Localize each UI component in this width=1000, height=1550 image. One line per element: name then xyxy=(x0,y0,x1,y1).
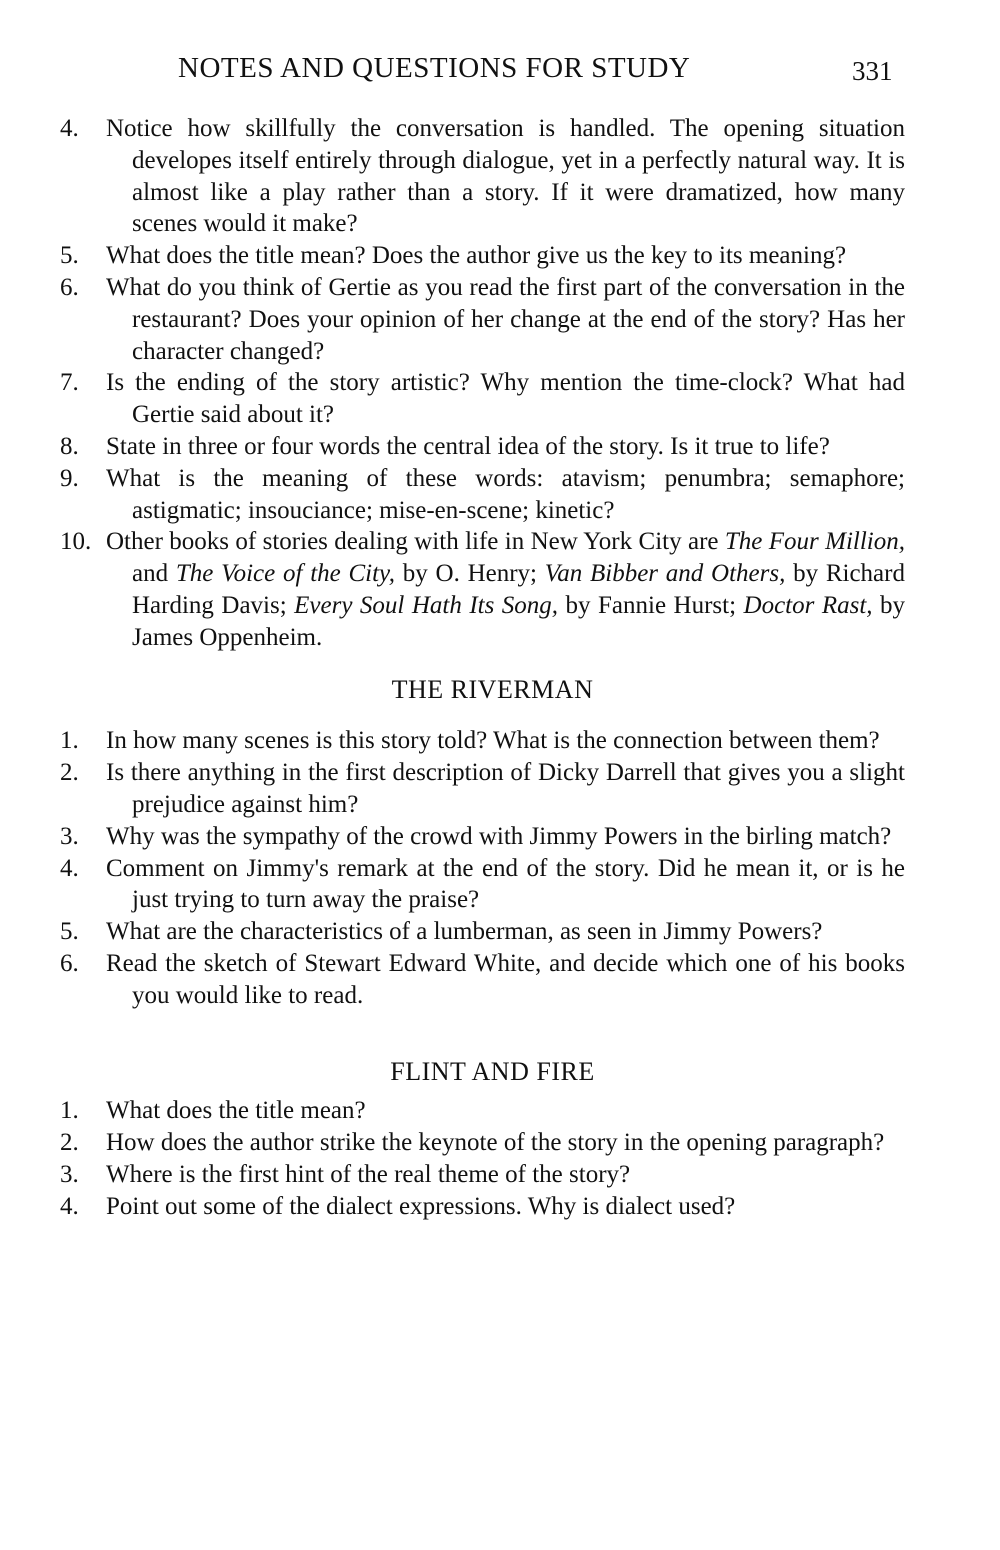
question-number: 8. xyxy=(60,432,79,460)
question-text: and xyxy=(132,560,176,588)
question-text: What are the characteristics of a lumberman, as seen in Jimmy Powers? xyxy=(106,918,823,946)
question-number: 4. xyxy=(60,854,79,882)
question-text: Why was the sympathy of the crowd with Jimmy Powers in the birling match? xyxy=(106,822,892,850)
question-item xyxy=(60,725,905,757)
question-number: 4. xyxy=(60,115,79,142)
question-item xyxy=(60,367,905,431)
question-number: 3. xyxy=(60,1160,79,1188)
book-title: The Four Million, xyxy=(724,528,905,556)
section-riverman-questions xyxy=(60,725,905,1011)
question-item xyxy=(60,1095,905,1127)
page-number: 331 xyxy=(852,56,893,86)
question-number: 5. xyxy=(60,918,79,946)
question-item-book-list xyxy=(60,526,905,653)
question-text: State in three or four words the central idea of the story. Is it true to life? xyxy=(106,432,830,460)
question-item xyxy=(60,240,905,272)
question-number: 1. xyxy=(60,1097,79,1125)
question-text: by Richard Harding Davis; xyxy=(132,560,905,619)
question-text: Other books of stories dealing with life in New York City are xyxy=(106,528,725,556)
question-number: 2. xyxy=(60,759,79,787)
question-text: What is the meaning of these words: atavism; penumbra; semaphore; astigmatic; insouciance; mise-en-scene; kinetic? xyxy=(106,464,905,524)
question-text: What does the title mean? Does the author give us the key to its meaning? xyxy=(106,242,847,270)
question-text: What does the title mean? xyxy=(106,1097,366,1125)
question-text: by O. Henry; xyxy=(395,560,545,588)
section-title-riverman: THE RIVERMAN xyxy=(391,674,594,704)
question-number: 4. xyxy=(60,1192,79,1220)
question-number: 6. xyxy=(60,273,79,301)
question-text: Point out some of the dialect expressions. Why is dialect used? xyxy=(106,1192,736,1220)
page-body xyxy=(60,113,905,1223)
question-item xyxy=(60,853,905,917)
question-number: 10. xyxy=(60,528,92,556)
question-number: 7. xyxy=(60,369,79,397)
question-text: Is the ending of the story artistic? Why mention the time-clock? What had Gertie said about it? xyxy=(106,369,905,429)
question-text: by Fannie Hurst; xyxy=(558,591,744,619)
question-item xyxy=(60,948,905,1012)
question-item xyxy=(60,113,905,240)
section-previous-story-questions xyxy=(60,113,905,654)
section-flint-and-fire-questions xyxy=(60,1095,905,1222)
question-item xyxy=(60,1191,905,1223)
question-item xyxy=(60,821,905,853)
question-number: 3. xyxy=(60,822,79,850)
question-item xyxy=(60,916,905,948)
question-text: by James Oppenheim. xyxy=(132,591,906,651)
question-text: How does the author strike the keynote of the story in the opening paragraph? xyxy=(106,1129,885,1157)
question-item xyxy=(60,1159,905,1191)
question-item xyxy=(60,1127,905,1159)
question-text: What do you think of Gertie as you read the first part of the conversation in the restaurant? Does your opinion of her change at the end of the story? Has her character changed? xyxy=(106,273,905,365)
question-number: 2. xyxy=(60,1129,79,1157)
question-item xyxy=(60,463,905,527)
question-text: Where is the first hint of the real theme of the story? xyxy=(106,1160,631,1188)
question-number: 1. xyxy=(60,727,79,755)
running-head: NOTES AND QUESTIONS FOR STUDY xyxy=(178,52,691,84)
book-title: Van Bibber and Others, xyxy=(544,560,786,588)
book-title: The Voice of the City, xyxy=(175,560,396,588)
question-number: 6. xyxy=(60,949,79,977)
question-item xyxy=(60,757,905,821)
question-item xyxy=(60,272,905,367)
question-item xyxy=(60,431,905,463)
question-text: Notice how skillfully the conversation is handled. The opening situation developes itself entirely through dialogue, yet in a perfectly natural way. It is almost like a play rather than a story. If it were dramatized, how many scenes would it make? xyxy=(106,115,905,238)
book-title: Every Soul Hath Its Song, xyxy=(294,591,559,619)
section-title-flint-and-fire: FLINT AND FIRE xyxy=(390,1056,595,1086)
question-number: 9. xyxy=(60,464,79,492)
book-title: Doctor Rast, xyxy=(743,591,873,619)
question-number: 5. xyxy=(60,242,79,270)
question-text: Read the sketch of Stewart Edward White, and decide which one of his books you would like to read. xyxy=(106,949,905,1009)
question-text: Comment on Jimmy's remark at the end of the story. Did he mean it, or is he just trying to turn away the praise? xyxy=(106,854,905,914)
question-text: In how many scenes is this story told? What is the connection between them? xyxy=(106,727,880,755)
page-header xyxy=(0,52,1000,96)
question-text: Is there anything in the first description of Dicky Darrell that gives you a slight prejudice against him? xyxy=(106,759,905,818)
